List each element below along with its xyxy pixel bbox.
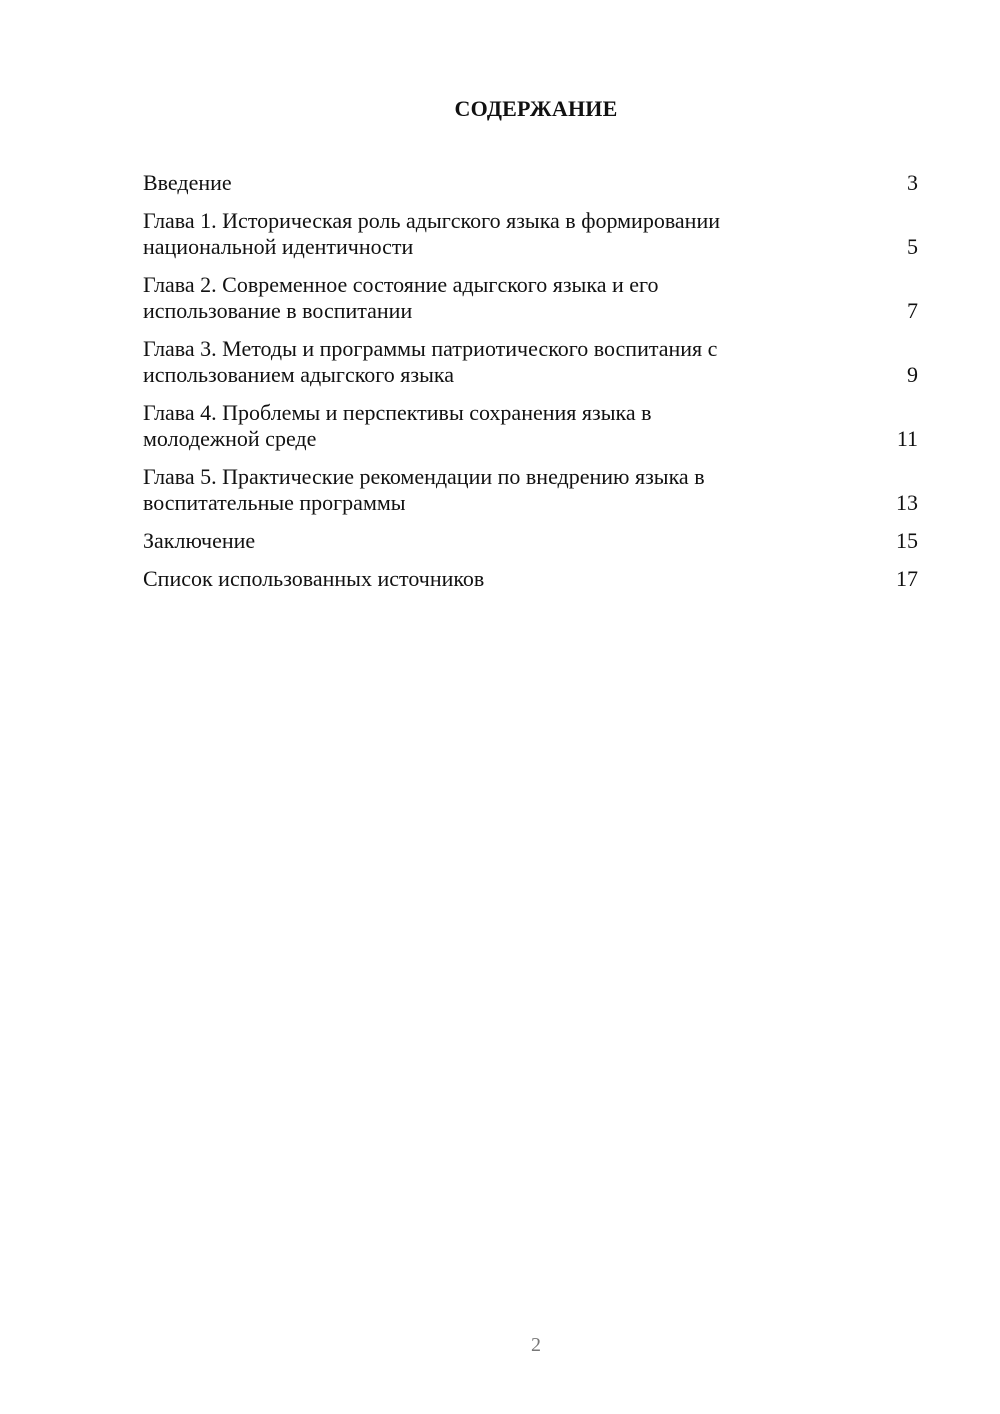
toc-entry-title <box>143 464 705 516</box>
toc-entry-title <box>143 170 232 196</box>
toc-entry-chapter-3 <box>143 336 918 388</box>
page-footer-number: 2 <box>531 1334 541 1356</box>
toc-entry-title-line: воспитательные программы <box>143 490 406 515</box>
toc-entry-title-line: Глава 5. Практические рекомендации по внедрению языка в <box>143 464 705 489</box>
toc-entry-title-line: Список использованных источников <box>143 566 485 591</box>
page-title: СОДЕРЖАНИЕ <box>454 96 618 121</box>
toc-entry-page-number: 13 <box>896 490 918 515</box>
toc-entry-chapter-5 <box>143 464 918 516</box>
toc-entry-title-line: национальной идентичности <box>143 234 414 259</box>
toc-entry-title-line: Глава 4. Проблемы и перспективы сохранения языка в <box>143 400 652 425</box>
toc-entry-page-number: 11 <box>896 426 918 451</box>
toc-entry-page-number: 3 <box>907 170 918 195</box>
toc-entry-title <box>143 566 484 592</box>
toc-entry-title-line: использованием адыгского языка <box>143 362 454 387</box>
toc-entry-title-line: Глава 2. Современное состояние адыгского языка и его <box>143 272 659 297</box>
toc-entry-title <box>143 528 255 554</box>
toc-entry-chapter-1 <box>143 208 918 260</box>
toc-entry-title-line: молодежной среде <box>143 426 317 451</box>
toc-entry-title-line: Глава 1. Историческая роль адыгского языка в формировании <box>143 208 720 233</box>
toc-entry-title-line: Заключение <box>143 528 256 553</box>
table-of-contents <box>143 170 918 604</box>
toc-entry-page-number: 9 <box>907 362 918 387</box>
toc-entry-title-line: Введение <box>143 170 232 195</box>
toc-entry-chapter-4 <box>143 400 918 452</box>
toc-entry-chapter-2 <box>143 272 918 324</box>
toc-entry-introduction <box>143 170 918 196</box>
toc-entry-title <box>143 272 658 324</box>
toc-entry-references <box>143 566 918 592</box>
toc-entry-title-line: использование в воспитании <box>143 298 413 323</box>
toc-entry-page-number: 7 <box>907 298 918 323</box>
toc-entry-page-number: 17 <box>896 566 918 591</box>
toc-entry-title <box>143 336 717 388</box>
toc-entry-page-number: 15 <box>896 528 918 553</box>
toc-entry-title <box>143 400 652 452</box>
toc-entry-conclusion <box>143 528 918 554</box>
toc-entry-page-number: 5 <box>907 234 918 259</box>
toc-entry-title <box>143 208 720 260</box>
toc-entry-title-line: Глава 3. Методы и программы патриотического воспитания с <box>143 336 718 361</box>
